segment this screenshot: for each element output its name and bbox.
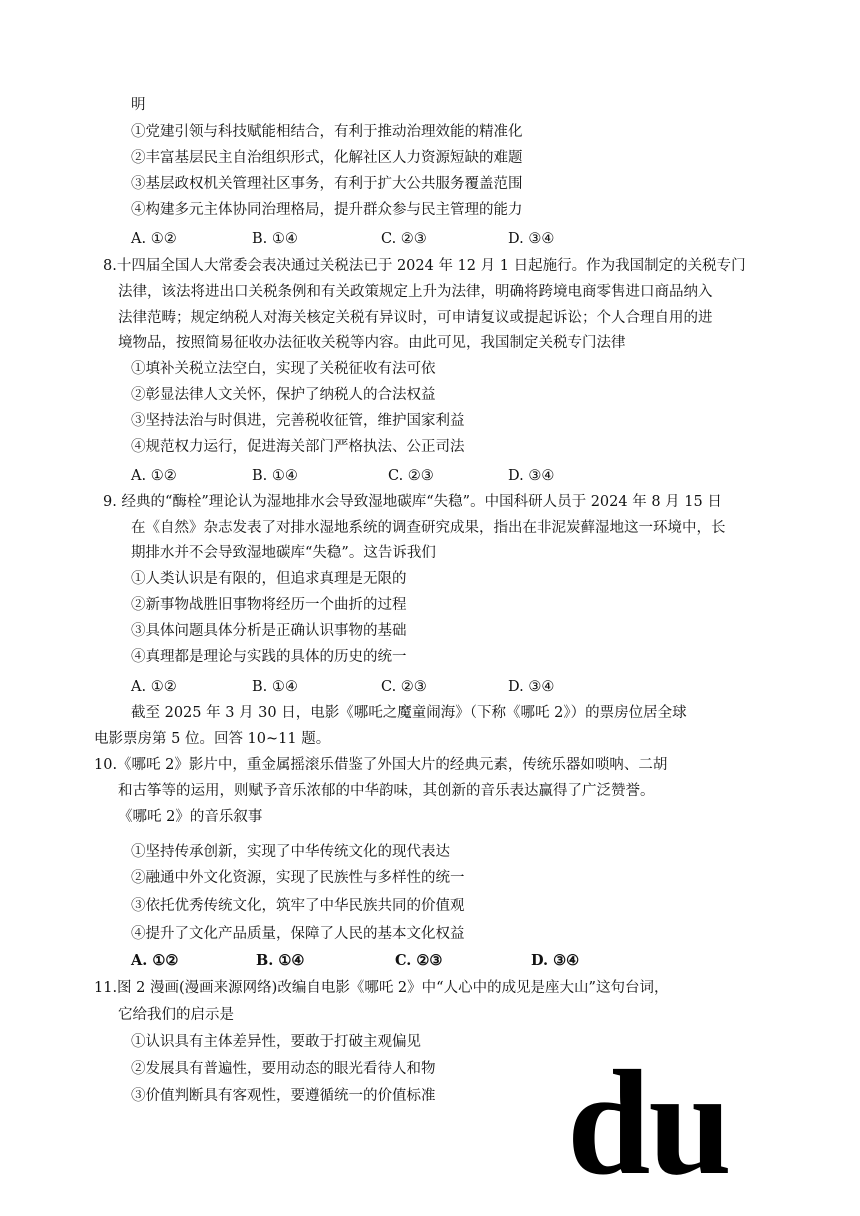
question-7-stem-tail: 明 <box>131 97 146 113</box>
q9-choice-2: ②新事物战胜旧事物将经历一个曲折的过程 <box>131 597 407 613</box>
material-intro-line-2: 电影票房第 5 位。回答 10~11 题。 <box>94 731 331 747</box>
q8-choice-1: ①填补关税立法空白，实现了关税征收有法可依 <box>131 361 436 377</box>
q10-choice-4: ④提升了文化产品质量，保障了人民的基本文化权益 <box>131 926 465 942</box>
material-intro-line-1: 截至 2025 年 3 月 30 日，电影《哪吒之魔童闹海》（下称《哪吒 2》）的票房位居全球 <box>131 705 687 721</box>
q9-options <box>131 677 691 697</box>
q8-choice-4: ④规范权力运行，促进海关部门严格执法、公正司法 <box>131 439 465 455</box>
q9-stem-line-3: 期排水并不会导致湿地碳库“失稳”。这告诉我们 <box>131 545 436 561</box>
q9-option-d: D. ③④ <box>508 679 555 695</box>
q10-option-b: B. ①④ <box>256 952 305 969</box>
q9-option-c: C. ②③ <box>381 679 427 695</box>
q8-stem-line-4: 境物品，按照简易征收办法征收关税等内容。由此可见，我国制定关税专门法律 <box>118 335 626 351</box>
q7-choice-1: ①党建引领与科技赋能相结合，有利于推动治理效能的精准化 <box>131 124 523 140</box>
q7-option-c: C. ②③ <box>381 231 427 247</box>
q8-option-c: C. ②③ <box>388 468 434 484</box>
q7-choice-4: ④构建多元主体协同治理格局，提升群众参与民主管理的能力 <box>131 202 523 218</box>
q10-choice-1: ①坚持传承创新，实现了中华传统文化的现代表达 <box>131 844 450 860</box>
q8-option-d: D. ③④ <box>508 468 555 484</box>
q9-choice-4: ④真理都是理论与实践的具体的历史的统一 <box>131 649 407 665</box>
q7-option-a: A. ①② <box>131 231 177 247</box>
q10-stem-line-3: 《哪吒 2》的音乐叙事 <box>118 809 263 825</box>
q8-option-a: A. ①② <box>131 468 177 484</box>
q11-stem-line-1: 11.图 2 漫画(漫画来源网络)改编自电影《哪吒 2》中“人心中的成见是座大山”这句台词， <box>94 980 669 996</box>
q8-options <box>131 466 691 486</box>
q9-option-a: A. ①② <box>131 679 177 695</box>
q10-option-d: D. ③④ <box>531 952 580 969</box>
q10-option-a: A. ①② <box>131 952 179 969</box>
q8-option-b: B. ①④ <box>252 468 298 484</box>
watermark-text: du <box>567 1040 730 1206</box>
q10-options <box>131 951 691 971</box>
q8-choice-3: ③坚持法治与时俱进，完善税收征管，维护国家利益 <box>131 413 465 429</box>
q8-stem-line-2: 法律，该法将进出口关税条例和有关政策规定上升为法律，明确将跨境电商零售进口商品纳入 <box>118 284 713 300</box>
q8-choice-2: ②彰显法律人文关怀，保护了纳税人的合法权益 <box>131 387 436 403</box>
q8-stem-line-3: 法律范畴；规定纳税人对海关核定关税有异议时，可申请复议或提起诉讼；个人合理自用的进 <box>118 310 713 326</box>
q10-choice-3: ③依托优秀传统文化，筑牢了中华民族共同的价值观 <box>131 898 465 914</box>
q7-choice-2: ②丰富基层民主自治组织形式，化解社区人力资源短缺的难题 <box>131 150 523 166</box>
q10-stem-line-1: 10.《哪吒 2》影片中，重金属摇滚乐借鉴了外国大片的经典元素，传统乐器如唢呐、二胡 <box>94 757 668 773</box>
q10-option-c: C. ②③ <box>395 952 443 969</box>
q7-option-d: D. ③④ <box>508 231 555 247</box>
q9-stem-line-1: 9. 经典的“酶栓”理论认为湿地排水会导致湿地碳库“失稳”。中国科研人员于 2024 年 8 月 15 日 <box>103 494 722 510</box>
q11-choice-2: ②发展具有普遍性，要用动态的眼光看待人和物 <box>131 1061 436 1077</box>
q9-option-b: B. ①④ <box>252 679 298 695</box>
q11-choice-1: ①认识具有主体差异性，要敢于打破主观偏见 <box>131 1034 421 1050</box>
q11-stem-line-2: 它给我们的启示是 <box>118 1007 234 1023</box>
q7-options <box>131 229 691 249</box>
q10-stem-line-2: 和古筝等的运用，则赋予音乐浓郁的中华韵味，其创新的音乐表达赢得了广泛赞誉。 <box>118 783 655 799</box>
q9-choice-1: ①人类认识是有限的，但追求真理是无限的 <box>131 571 407 587</box>
q9-choice-3: ③具体问题具体分析是正确认识事物的基础 <box>131 623 407 639</box>
q7-choice-3: ③基层政权机关管理社区事务，有利于扩大公共服务覆盖范围 <box>131 176 523 192</box>
q8-stem-line-1: 8.十四届全国人大常委会表决通过关税法已于 2024 年 12 月 1 日起施行。作为我国制定的关税专门 <box>103 258 746 274</box>
q7-option-b: B. ①④ <box>252 231 298 247</box>
q10-choice-2: ②融通中外文化资源，实现了民族性与多样性的统一 <box>131 870 465 886</box>
q11-choice-3: ③价值判断具有客观性，要遵循统一的价值标准 <box>131 1088 436 1104</box>
q9-stem-line-2: 在《自然》杂志发表了对排水湿地系统的调查研究成果，指出在非泥炭藓湿地这一环境中，长 <box>131 520 726 536</box>
